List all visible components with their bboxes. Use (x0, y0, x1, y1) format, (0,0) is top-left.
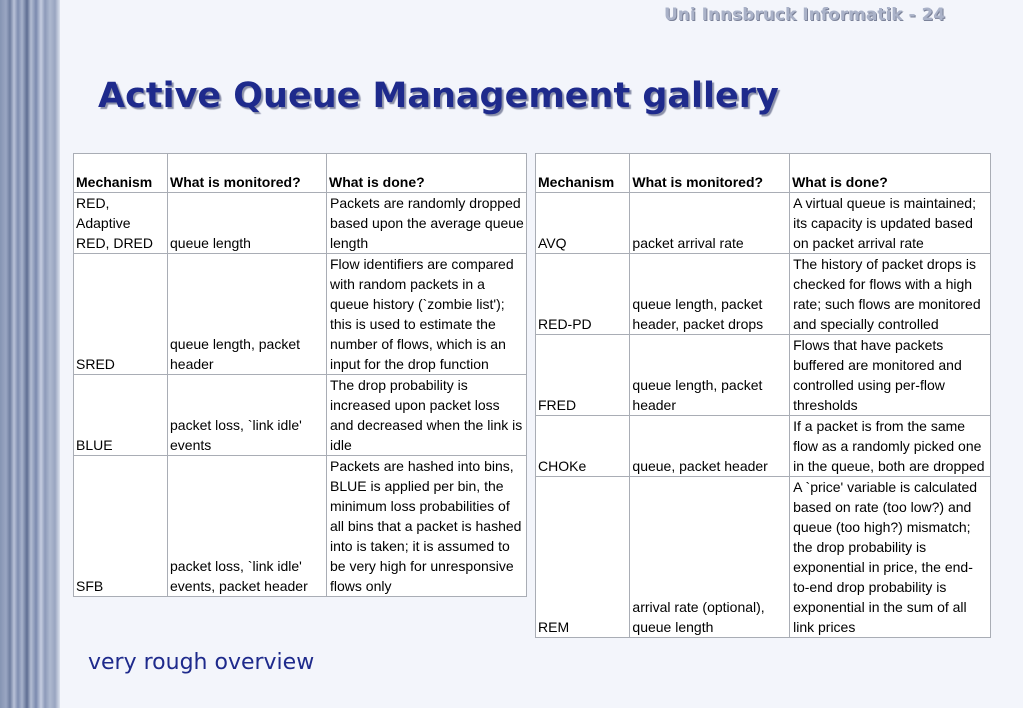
table-row (74, 456, 527, 597)
aqm-table-right (535, 153, 991, 638)
monitored-cell: queue length, packet header (168, 254, 327, 375)
done-cell: Flow identifiers are compared with random packets in a queue history (`zombie list'); this is used to estimate the number of flows, which is an input for the drop function (327, 254, 527, 375)
monitored-cell: queue, packet header (630, 416, 790, 477)
mechanism-cell: SRED (74, 254, 168, 375)
done-cell: Packets are hashed into bins, BLUE is applied per bin, the minimum loss probabilities of all bins that a packet is hashed into is taken; it is assumed to be very high for unresponsive flows only (327, 456, 527, 597)
monitored-cell: packet loss, `link idle' events, packet header (168, 456, 327, 597)
done-cell: Flows that have packets buffered are monitored and controlled using per-flow thresholds (790, 335, 991, 416)
monitored-cell: packet arrival rate (630, 193, 790, 254)
done-cell: A `price' variable is calculated based on rate (too low?) and queue (too high?) mismatch; the drop probability is exponential in price, the end-to-end drop probability is exponential in the sum of all link prices (790, 477, 991, 638)
monitored-cell: packet loss, `link idle' events (168, 375, 327, 456)
done-cell: The history of packet drops is checked for flows with a high rate; such flows are monitored and specially controlled (790, 254, 991, 335)
done-cell: Packets are randomly dropped based upon the average queue length (327, 193, 527, 254)
monitored-cell: queue length, packet header (630, 335, 790, 416)
mechanism-cell: SFB (74, 456, 168, 597)
monitored-cell: queue length (168, 193, 327, 254)
table-row (536, 335, 991, 416)
mechanism-cell: FRED (536, 335, 630, 416)
table-header-row (536, 154, 991, 193)
overview-note: very rough overview (88, 650, 315, 675)
mechanism-cell: REM (536, 477, 630, 638)
mechanism-cell: BLUE (74, 375, 168, 456)
column-header-mechanism: Mechanism (74, 154, 168, 193)
table-header-row (74, 154, 527, 193)
column-header-done: What is done? (327, 154, 527, 193)
mechanism-cell: RED-PD (536, 254, 630, 335)
done-cell: If a packet is from the same flow as a randomly picked one in the queue, both are dropped (790, 416, 991, 477)
table-row (536, 254, 991, 335)
table-row (74, 375, 527, 456)
done-cell: A virtual queue is maintained; its capacity is updated based on packet arrival rate (790, 193, 991, 254)
monitored-cell: queue length, packet header, packet drops (630, 254, 790, 335)
column-header-done: What is done? (790, 154, 991, 193)
mechanism-cell: RED, Adaptive RED, DRED (74, 193, 168, 254)
column-header-mechanism: Mechanism (536, 154, 630, 193)
monitored-cell: arrival rate (optional), queue length (630, 477, 790, 638)
table-row (74, 254, 527, 375)
done-cell: The drop probability is increased upon packet loss and decreased when the link is idle (327, 375, 527, 456)
table-row (536, 193, 991, 254)
column-header-monitored: What is monitored? (630, 154, 790, 193)
table-row (536, 416, 991, 477)
mechanism-cell: AVQ (536, 193, 630, 254)
table-row (74, 193, 527, 254)
table-row (536, 477, 991, 638)
left-stripe-decoration (0, 0, 60, 708)
column-header-monitored: What is monitored? (168, 154, 327, 193)
mechanism-cell: CHOKe (536, 416, 630, 477)
page-title: Active Queue Management gallery (98, 76, 779, 116)
slide-header-label: Uni Innsbruck Informatik - 24 (664, 5, 946, 25)
aqm-table-left (73, 153, 527, 597)
